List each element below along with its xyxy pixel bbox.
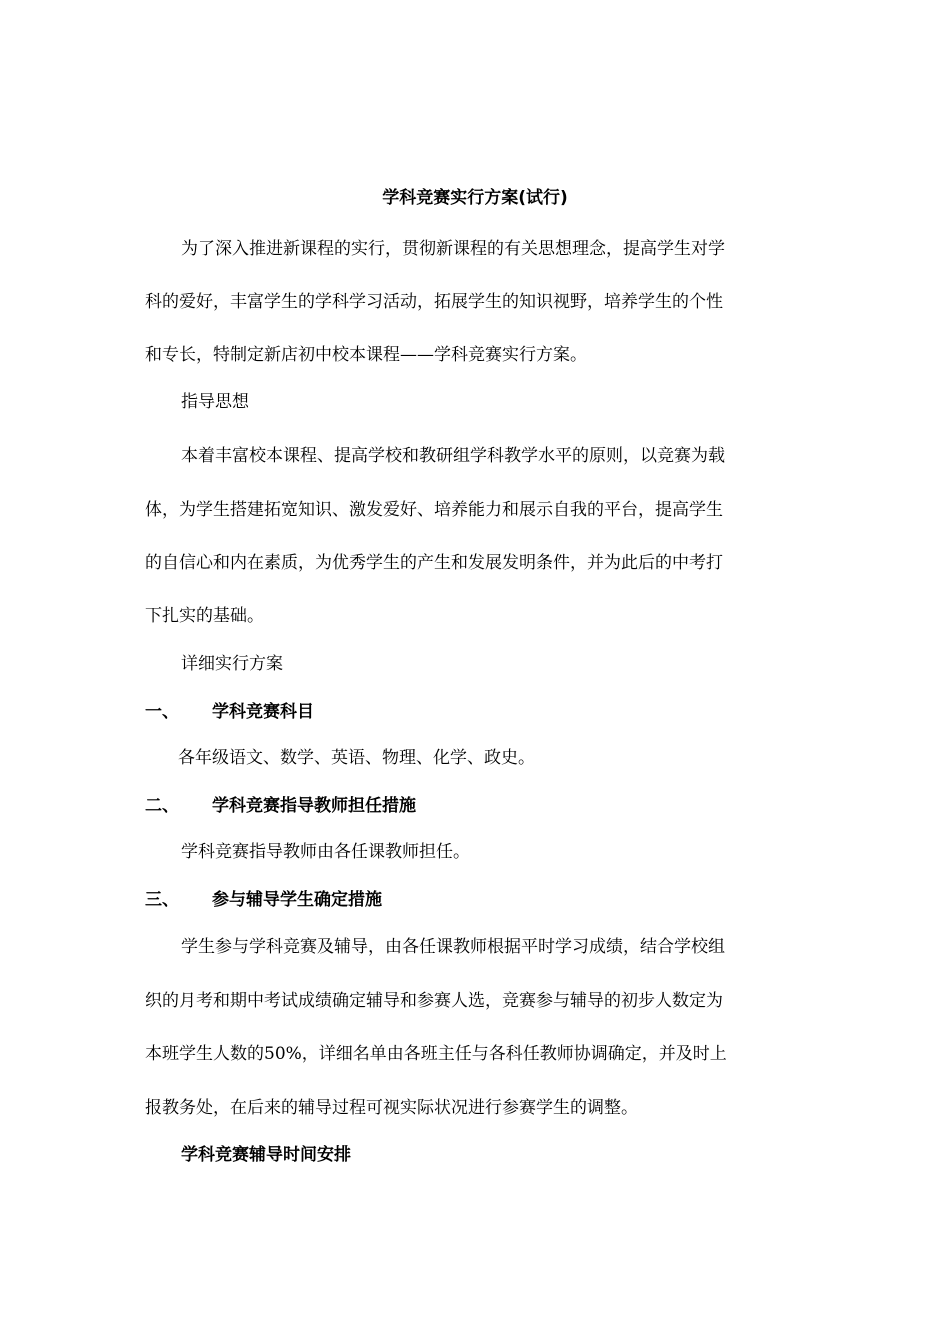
guiding-line-2: 体，为学生搭建拓宽知识、激发爱好、培养能力和展示自我的平台，提高学生 xyxy=(145,500,723,520)
section-2-heading: 学科竞赛指导教师担任措施 xyxy=(212,796,416,816)
section-2-body: 学科竞赛指导教师由各任课教师担任。 xyxy=(181,842,470,862)
section-1-heading: 学科竞赛科目 xyxy=(212,702,314,722)
intro-line-3: 和专长，特制定新店初中校本课程——学科竞赛实行方案。 xyxy=(145,345,587,365)
section-3-line-2: 织的月考和期中考试成绩确定辅导和参赛人选，竞赛参与辅导的初步人数定为 xyxy=(145,991,723,1011)
section-3-heading: 参与辅导学生确定措施 xyxy=(212,890,382,910)
section-2-number: 二、 xyxy=(145,796,179,816)
intro-line-2: 科的爱好，丰富学生的学科学习活动，拓展学生的知识视野，培养学生的个性 xyxy=(145,292,723,312)
section-1-body: 各年级语文、数学、英语、物理、化学、政史。 xyxy=(178,748,535,768)
guiding-line-4: 下扎实的基础。 xyxy=(145,606,264,626)
section-3-line-3: 本班学生人数的50%，详细名单由各班主任与各科任教师协调确定，并及时上 xyxy=(145,1044,727,1064)
section-3-number: 三、 xyxy=(145,890,179,910)
guiding-heading: 指导思想 xyxy=(181,392,249,412)
intro-line-1: 为了深入推进新课程的实行，贯彻新课程的有关思想理念，提高学生对学 xyxy=(181,239,725,259)
plan-heading: 详细实行方案 xyxy=(181,654,283,674)
guiding-line-1: 本着丰富校本课程、提高学校和教研组学科教学水平的原则，以竞赛为载 xyxy=(181,446,725,466)
section-3-line-4: 报教务处，在后来的辅导过程可视实际状况进行参赛学生的调整。 xyxy=(145,1098,638,1118)
schedule-heading: 学科竞赛辅导时间安排 xyxy=(181,1145,351,1165)
guiding-line-3: 的自信心和内在素质，为优秀学生的产生和发展发明条件，并为此后的中考打 xyxy=(145,553,723,573)
section-3-line-1: 学生参与学科竞赛及辅导，由各任课教师根据平时学习成绩，结合学校组 xyxy=(181,937,725,957)
section-1-number: 一、 xyxy=(145,702,179,722)
document-title: 学科竞赛实行方案(试行) xyxy=(382,188,568,208)
